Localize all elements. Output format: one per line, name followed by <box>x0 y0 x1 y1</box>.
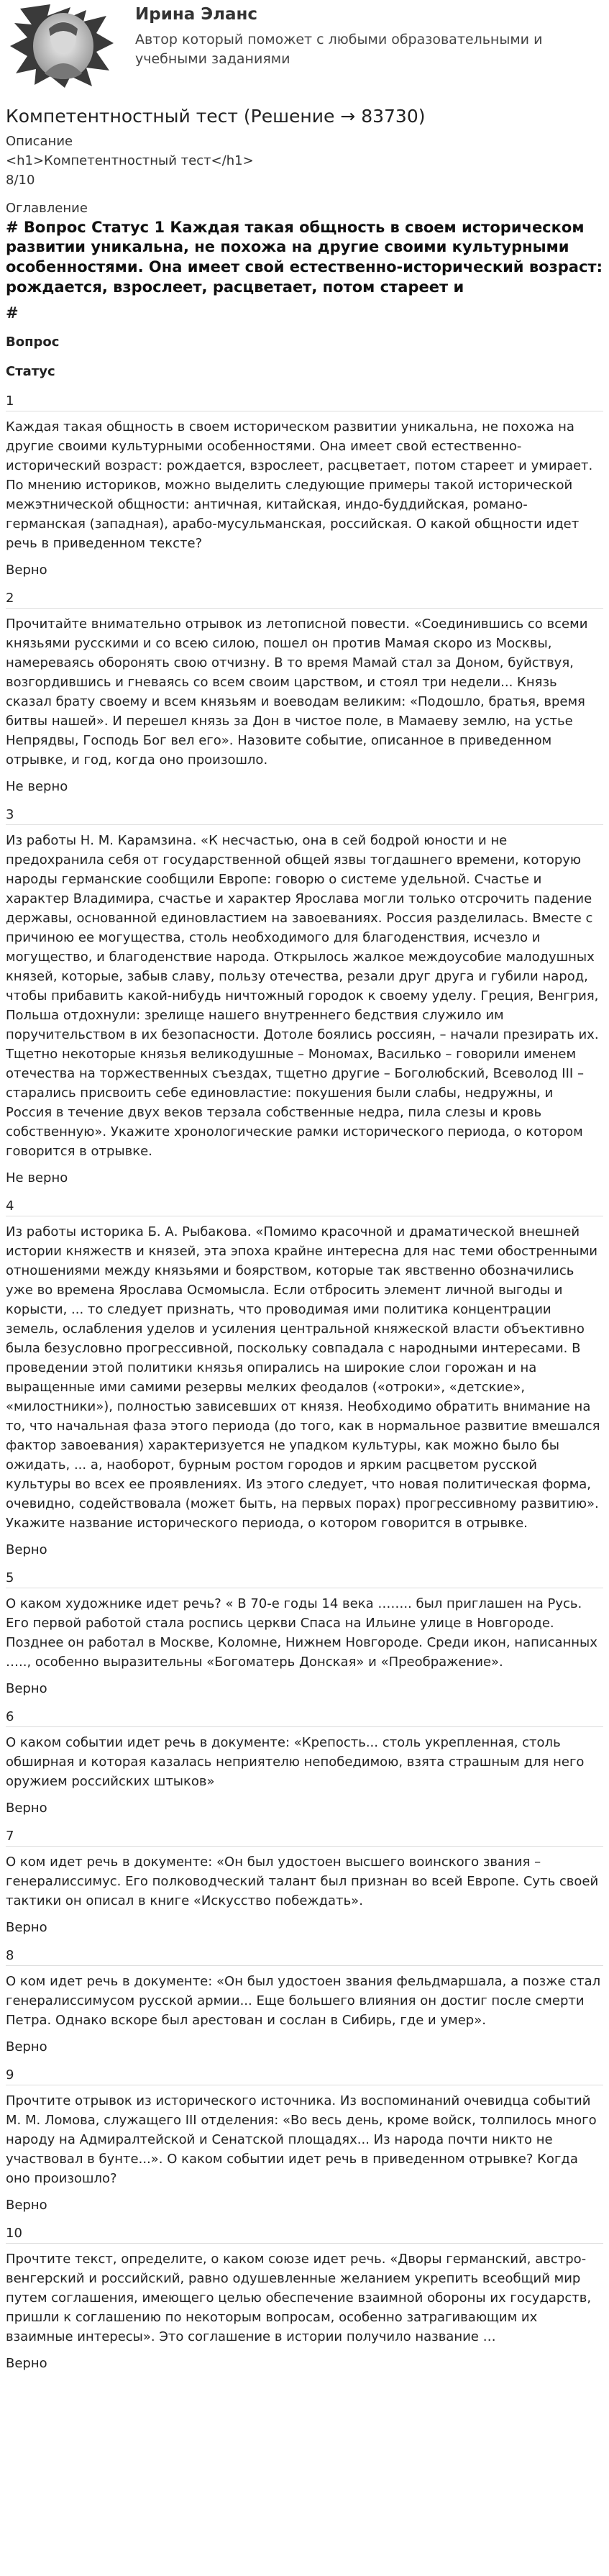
question-status: Верно <box>6 2039 47 2054</box>
question-item <box>6 391 603 580</box>
question-number: 8 <box>6 1947 14 1963</box>
question-status: Не верно <box>6 778 68 794</box>
question-number: 6 <box>6 1708 14 1724</box>
question-status: Верно <box>6 1800 47 1816</box>
toc-heading[interactable]: # Вопрос Статус 1 Каждая такая общность в своем историческом развитии уникальна, не похожа на другие своими культурными особенностями. Она имеет свой естественно-исторический возраст: рождается, взрослеет, расцветает, потом стареет и <box>6 218 603 296</box>
question-text: О каком событии идет речь в документе: «Крепость... столь укрепленная, столь обширная и которая казалась неприятелю непобедимою, взята страшным для него оружием российских штыков» <box>6 1734 585 1789</box>
question-item <box>6 2224 603 2373</box>
question-text: Из работы Н. М. Карамзина. «К несчастью, она в сей бодрой юности и не предохранила себя от государственной общей язвы тогдашнего времени, которую народы германские сообщили Европе: говорю о системе удельной. Счастье и характер Владимира, счастье и характер Ярослава могли только отсрочить падение державы, основанной единовластием на завоеваниях. Россия разделилась. Вместе с причиною ее могущества, столь необходимого для благоденствия, исчезло и могущество, и благоденствие народа. Открылось жалкое междоусобие малодушных князей, которые, забыв славу, пользу отечества, резали друг друга и губили народ, чтобы прибавить какой-нибудь ничтожный городок к своему уделу. Греция, Венгрия, Польша отдохнули: зрелище нашего внутреннего бедствия служило им поручительством в их безопасности. Дотоле боялись россиян, – начали презирать их. Тщетно некоторые князья великодушные – Мономах, Василько – говорили именем отечества на торжественных съездах, тщетно другие – Боголюбский, Всеволод III – старались присвоить себе единовластие: покушения были слабы, недружны, и Россия в течение двух веков терзала собственные недра, пила слезы и кровь собственную». Укажите хронологические рамки исторического периода, о котором говорится в отрывке. <box>6 832 599 1159</box>
question-text: Прочтите отрывок из исторического источника. Из воспоминаний очевидца событий М. М. Ломова, служащего III отделения: «Во весь день, кроме войск, толпилось много народу на Адмиралтейской и Сенатской площадях... Из народа почти никто не участвовал в бунте...». О каком событии идет речь в приведенном отрывке? Когда оно произошло? <box>6 2093 597 2186</box>
question-number: 4 <box>6 1198 14 1214</box>
question-number: 9 <box>6 2067 14 2083</box>
question-item <box>6 1707 603 1818</box>
question-text: Прочитайте внимательно отрывок из летописной повести. «Соединившись со всеми князьями русскими и со всею силою, пошел он против Мамая скоро из Москвы, намереваясь оборонять свою отчизну. В то время Мамай стал за Доном, буйствуя, возгордившись и гневаясь со всем своим царством, и стоял три недели... Князь сказал брату своему и всем князьям и воеводам великим: «Подошло, братья, время битвы нашей». И перешел князь за Дон в чистое поле, в Мамаеву землю, на устье Непрядвы, Господь Бог вел его». Назовите событие, описанное в приведенном отрывке, и год, когда оно произошло. <box>6 616 588 768</box>
question-list <box>6 391 603 2373</box>
avatar-image-icon <box>6 1 121 89</box>
question-number: 10 <box>6 2225 22 2241</box>
question-item <box>6 1568 603 1698</box>
question-item <box>6 805 603 1188</box>
divider <box>6 1726 603 1727</box>
question-item <box>6 2065 603 2215</box>
sub-heading-question: Вопрос <box>6 334 60 350</box>
question-status: Не верно <box>6 1170 68 1185</box>
question-status: Верно <box>6 2197 47 2213</box>
divider <box>6 2243 603 2244</box>
question-status: Верно <box>6 1680 47 1696</box>
description-html: <h1>Компетентностный тест</h1> <box>6 153 254 168</box>
question-item <box>6 1826 603 1937</box>
question-number: 7 <box>6 1828 14 1844</box>
question-text: О ком идет речь в документе: «Он был удостоен звания фельдмаршала, а позже стал генералиссимусом русской армии... Еще большего влияния он достиг после смерти Петра. Однако вскоре был арестован и сослан в Сибирь, где и умер». <box>6 1973 601 2028</box>
question-status: Верно <box>6 2355 47 2371</box>
description-label: Описание <box>6 133 73 149</box>
hash-line: # <box>6 304 19 322</box>
question-item <box>6 588 603 796</box>
question-text: Прочтите текст, определите, о каком союзе идет речь. «Дворы германский, австро-венгерский и российский, равно одушевленные желанием укрепить всеобщий мир путем соглашения, имеющего целью обеспечение взаимной обороны их государств, пришли к соглашению по некоторым вопросам, особенно затрагивающим их взаимные интересы». Это соглашение в истории получило название … <box>6 2251 592 2344</box>
avatar[interactable] <box>6 1 121 89</box>
question-item <box>6 1946 603 2057</box>
page-title: Компетентностный тест (Решение → 83730) <box>6 106 426 127</box>
question-number: 5 <box>6 1570 14 1585</box>
sub-heading-status: Статус <box>6 363 55 379</box>
author-info <box>121 1 581 70</box>
author-name[interactable]: Ирина Эланс <box>135 5 258 24</box>
toc-label: Оглавление <box>6 200 88 216</box>
question-status: Верно <box>6 1542 47 1557</box>
question-text: Из работы историка Б. А. Рыбакова. «Помимо красочной и драматической внешней истории княжеств и князей, эта эпоха крайне интересна для нас теми обостренными отношениями между князьями и боярством, которые так явственно обозначились уже во времена Ярослава Осмомысла. Если отбросить элемент личной выгоды и корысти, ... то следует признать, что проводимая ими политика концентрации земель, ослабления уделов и усиления центральной княжеской власти объективно была безусловно прогрессивной, поскольку совпадала с народными интересами. В проведении этой политики князья опирались на широкие слои горожан и на выращенные ими самими резервы мелких феодалов («отроки», «детские», «милостники»), полностью зависевших от князя. Необходимо обратить внимание на то, что начальная фаза этого периода (до того, как в нормальное развитие вмешался фактор завоевания) характеризуется не упадком культуры, как можно было бы ожидать, ... а, наоборот, бурным ростом городов и ярким расцветом русской культуры во всех ее проявлениях. Из этого следует, что новая политическая форма, очевидно, содействовала (может быть, на первых порах) прогрессивному развитию». Укажите название исторического периода, о котором говорится в отрывке. <box>6 1224 600 1531</box>
question-number: 1 <box>6 393 14 409</box>
question-text: О каком художнике идет речь? « В 70-е годы 14 века …….. был приглашен на Русь. Его первой работой стала роспись церкви Спаса на Ильине улице в Новгороде. Позднее он работал в Москве, Коломне, Нижнем Новгороде. Среди икон, написанных ….., особенно выразительны «Богоматерь Донская» и «Преображение». <box>6 1596 597 1670</box>
score: 8/10 <box>6 172 35 188</box>
question-item <box>6 1196 603 1560</box>
question-number: 2 <box>6 590 14 606</box>
question-status: Верно <box>6 562 47 578</box>
divider <box>6 824 603 825</box>
divider <box>6 608 603 609</box>
question-text: Каждая такая общность в своем историческом развитии уникальна, не похожа на другие своими культурными особенностями. Она имеет свой естественно-исторический возраст: рождается, взрослеет, расцветает, потом стареет и умирает. По мнению историков, можно выделить следующие примеры такой исторической межэтнической общности: античная, китайская, индо-буддийская, романо-германская (западная), арабо-мусульманская, российская. О какой общности идет речь в приведенном тексте? <box>6 419 593 551</box>
divider <box>6 1846 603 1847</box>
question-text: О ком идет речь в документе: «Он был удостоен высшего воинского звания – генералиссимус. Его полководческий талант был признан во всей Европе. Суть своей тактики он описал в книге «Искусство побеждать». <box>6 1854 599 1908</box>
author-description: Автор который поможет с любыми образовательными и учебными заданиями <box>135 31 543 68</box>
divider <box>6 1965 603 1966</box>
question-number: 3 <box>6 806 14 822</box>
author-block <box>6 0 603 95</box>
question-status: Верно <box>6 1919 47 1935</box>
